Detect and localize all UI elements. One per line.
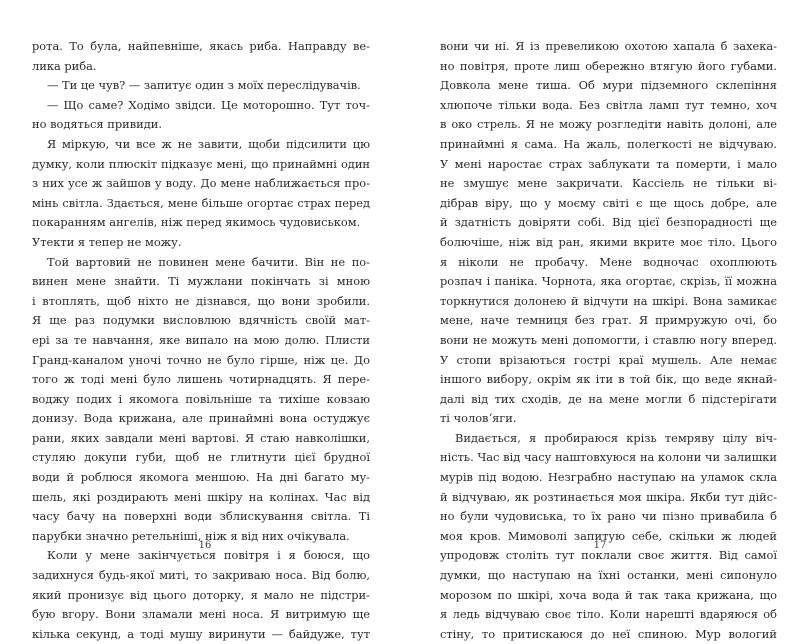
right-page [400, 0, 800, 641]
text-line: У мені наростає страх заблукати та померти, і мало [440, 156, 777, 171]
text-line: вони не можуть мені допомогти, і ставлю ногу вперед. [440, 332, 777, 347]
text-line: парубки значно ретельніші, ніж я від них очікувала. [32, 528, 350, 543]
text-line: винен мене знайти. Ті мужлани покінчать зі мною [32, 274, 370, 289]
text-line: рани, яких завдали мені вартові. Я стаю навколішки, [32, 430, 370, 445]
text-line: й відчуваю, як розтинається моя шкіра. Якби тут дійс- [440, 489, 777, 504]
text-line: ність. Час від часу наштовхуюся на колони чи залишки [440, 450, 777, 465]
text-line: мурів під водою. Незграбно наступаю на уламок скла [440, 470, 777, 485]
text-line: з них усе ж зайшов у воду. До мене наближається про- [32, 176, 370, 191]
text-line: рота. То була, найпевніше, якась риба. Направду ве- [32, 39, 370, 53]
text-line: воджу подих і якомога повільніше та тихіше ковзаю [32, 391, 370, 406]
text-line: дібрав віру, що у моєму світі є ще щось добре, але [440, 195, 777, 210]
text-line: далі від тих сходів, де на мене могли б підстерігати [440, 391, 777, 406]
text-line: шель, які роздирають мені шкіру на колінах. Час від [32, 489, 370, 504]
text-line: но водяться привиди. [32, 117, 162, 132]
text-line: не змушує мене закричати. Кассіель не тільки ві- [440, 176, 777, 191]
text-line: того ж тоді мені було лишень чотирнадцять. Я пере- [32, 372, 370, 387]
text-line: — Що саме? Ходімо звідси. Це моторошно. Тут точ- [47, 97, 370, 112]
text-line: я ледь відчуваю своє тіло. Коли нарешті вдаряюся об [440, 607, 777, 622]
text-line: й здатність довіряти собі. Від цієї безпорадності ще [440, 215, 777, 230]
text-line: Довкола мене тиша. Об мури підземного склепіння [440, 78, 777, 93]
text-line: Я міркую, чи все ж не завити, щоби підсилити цю [47, 136, 370, 151]
right-page-number: 17 [593, 540, 607, 551]
left-page-text [32, 37, 370, 644]
text-line: покаранням ангелів, ніж перед якимось чудовиськом. [32, 215, 361, 230]
text-line: хлюпоче тільки вода. Без світла ламп тут темно, хоч [440, 97, 777, 112]
text-line: який пронизує від цього доторку, я мало не підстри- [32, 587, 370, 602]
text-line: лика риба. [32, 58, 97, 73]
text-line: ері за те навчання, яке випало на мою долю. Плисти [32, 332, 370, 347]
text-line: но були чудовиська, то їх рано чи пізно привабила б [440, 509, 777, 524]
text-line: Видається, я пробираюся крізь темряву цілу віч- [455, 430, 777, 445]
text-line: вони чи ні. Я із превеликою охотою хапала б захека- [440, 39, 777, 53]
text-line: в око стрель. Я не можу розгледіти навіть долоні, але [440, 117, 777, 132]
text-line: Коли у мене закінчується повітря і я боюся, що [47, 548, 370, 563]
text-line: мінь світла. Здається, мене більше огортає страх перед [32, 195, 370, 210]
text-line: морозом по шкірі, хоча вода й так така крижана, що [440, 587, 777, 602]
text-line: бую вгору. Вони зламали мені носа. Я витримую ще [32, 607, 370, 622]
text-line: води й роблюся якомога меншою. На дні багато му- [32, 470, 370, 485]
text-line: моя кров. Мимоволі запитую себе, скільки ж людей [440, 528, 777, 543]
text-line: донизу. Вода крижана, але принаймні вона остуджує [32, 411, 370, 426]
text-line: принаймні я сама. На жаль, полегкості не відчуваю. [440, 136, 777, 151]
text-line: задихнуся будь-якої миті, то закриваю носа. Від болю, [32, 568, 370, 583]
text-line: но повітря, проте лиш обережно втягую його губами. [440, 58, 777, 73]
text-line: стіну, то притискаюся до неї спиною. Мур вологий [440, 626, 777, 641]
text-line: — Ти це чув? — запитує один з моїх переслідувачів. [47, 78, 361, 93]
left-page [0, 0, 400, 641]
text-line: думки, що наступаю на їхні останки, мені сипонуло [440, 568, 777, 583]
left-page-number: 16 [198, 540, 212, 551]
text-line: Гранд-каналом уночі точно не було гірше, ніж це. До [32, 352, 370, 367]
text-line: іншого вибору, окрім як іти в той бік, що веде якнай- [440, 372, 777, 387]
text-line: і втоплять, щоб ніхто не дізнався, що вони зробили. [32, 293, 370, 308]
text-line: ті чоловʼяги. [440, 411, 517, 426]
text-line: мене, наче темниця без грат. Я примружую очі, бо [440, 313, 777, 328]
text-line: розпач і паніка. Чорнота, яка огортає, скрізь, її можна [440, 274, 777, 289]
text-line: Я ще раз подумки висловлюю вдячність своїй мат- [32, 313, 370, 328]
text-line: торкнутися долонею й відчути на шкірі. Вона замикає [440, 293, 777, 308]
right-page-text [440, 37, 777, 644]
text-line: У стопи врізаються гострі краї мушель. Але немає [440, 352, 777, 367]
text-line: я ніколи не пробачу. Мене водночас охоплюють [440, 254, 777, 269]
text-line: стуляю докупи губи, щоб не глитнути цієї брудної [32, 450, 370, 465]
text-line: часу бачу на поверхні води зблискування світла. Ті [32, 509, 370, 524]
text-line: упродовж століть тут поклали своє життя. Від самої [440, 548, 777, 563]
text-line: болючіше, ніж від ран, якими вкрите моє тіло. Цього [440, 234, 777, 249]
text-line: Той вартовий не повинен мене бачити. Він не по- [47, 254, 370, 269]
text-line: Утекти я тепер не можу. [32, 234, 182, 249]
text-line: думку, коли плюскіт підказує мені, що принаймні один [32, 156, 370, 171]
text-line: кілька секунд, а тоді мушу виринути — байдуже, тут [32, 626, 370, 641]
